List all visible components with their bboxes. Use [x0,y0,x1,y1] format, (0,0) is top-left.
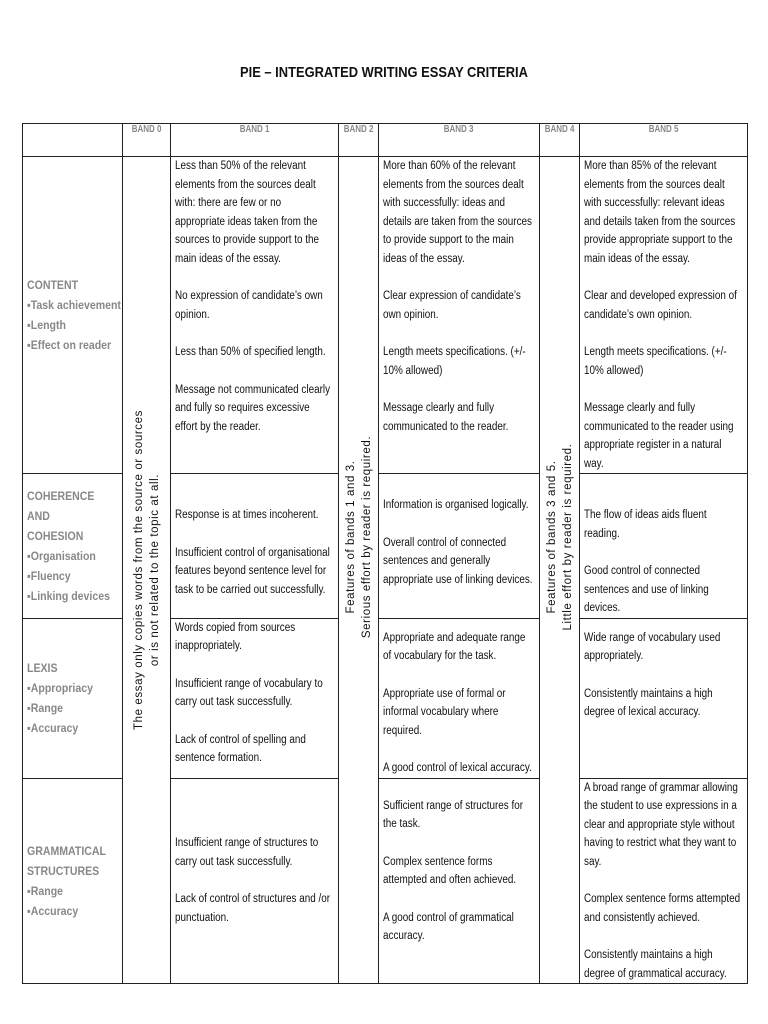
criterion-item: ▪ Linking devices [27,586,111,606]
content-band-1: Less than 50% of the relevant elements from the sources dealt with: there are few or no appropriate ideas taken from the sources to provide support to the main ideas of the essay. No expression of candidate’s own opinion. Less than 50% of specified length. Message not communicated clearly and fully so requires excessive effort by the reader. [171,157,339,474]
header-band-3: BAND 3 [379,124,540,157]
coherence-band-5: The flow of ideas aids fluent reading. Good control of connected sentences and use of linking devices. [580,474,748,619]
grammar-band-1: Insufficient range of structures to carry out task successfully. Lack of control of structures and /or punctuation. [171,778,339,984]
band-4-note: Features of bands 3 and 5. Little effort by reader is required. [545,443,574,631]
criterion-item: ▪ Task achievement [27,295,111,315]
band-0-note: The essay only copies words from the source or sources or is not related to the topic at all. [132,409,161,731]
criterion-item: ▪ Range [27,698,111,718]
header-row [23,124,748,157]
lexis-band-5: Wide range of vocabulary used appropriately. Consistently maintains a high degree of lexical accuracy. [580,618,748,778]
criterion-item: ▪ Organisation [27,546,111,566]
band-0-cell [123,157,171,984]
header-band-2: BAND 2 [339,124,379,157]
page-title: PIE – INTEGRATED WRITING ESSAY CRITERIA [240,64,528,81]
criterion-item: ▪ Range [27,881,111,901]
category-coherence: COHERENCE AND COHESION ▪ Organisation ▪ Fluency ▪ Linking devices [23,474,123,619]
criterion-item: ▪ Accuracy [27,718,111,738]
coherence-band-1: Response is at times incoherent. Insufficient control of organisational features beyond sentence level for task to be carried out successfully. [171,474,339,619]
criteria-table [22,123,748,984]
grammar-band-5: A broad range of grammar allowing the student to use expressions in a clear and appropriate style without having to restrict what they want to say. Complex sentence forms attempted and consistently achieved. Consistently maintains a high degree of grammatical accuracy. [580,778,748,984]
band-2-note: Features of bands 1 and 3. Serious effort by reader is required. [344,435,373,639]
criterion-item: ▪ Appropriacy [27,678,111,698]
header-band-5: BAND 5 [580,124,748,157]
band-2-cell [339,157,379,984]
category-content: CONTENT ▪ Task achievement ▪ Length ▪ Effect on reader [23,157,123,474]
header-blank [23,124,123,157]
header-band-0: BAND 0 [123,124,171,157]
category-grammar: GRAMMATICAL STRUCTURES ▪ Range ▪ Accuracy [23,778,123,984]
criterion-item: ▪ Effect on reader [27,335,111,355]
criterion-item: ▪ Fluency [27,566,111,586]
band-4-cell [540,157,580,984]
lexis-band-3: Appropriate and adequate range of vocabulary for the task. Appropriate use of formal or informal vocabulary where required. A good control of lexical accuracy. [379,618,540,778]
content-band-5: More than 85% of the relevant elements from the sources dealt with successfully: relevant ideas and details taken from the sources provide appropriate support to the main ideas of the essay. Clear and developed expression of candidate’s own opinion. Length meets specifications. (+/- 10% allowed) Message clearly and fully communicated to the reader using appropriate register in a natural way. [580,157,748,474]
content-band-3: More than 60% of the relevant elements from the sources dealt with successfully: ideas and details are taken from the sources to provide support to the main ideas of the essay. Clear expression of candidate’s own opinion. Length meets specifications. (+/- 10% allowed) Message clearly and fully communicated to the reader. [379,157,540,474]
header-band-4: BAND 4 [540,124,580,157]
coherence-band-3: Information is organised logically. Overall control of connected sentences and generally appropriate use of linking devices. [379,474,540,619]
criterion-item: ▪ Length [27,315,111,335]
category-lexis: LEXIS ▪ Appropriacy ▪ Range ▪ Accuracy [23,618,123,778]
criterion-item: ▪ Accuracy [27,901,111,921]
header-band-1: BAND 1 [171,124,339,157]
grammar-band-3: Sufficient range of structures for the task. Complex sentence forms attempted and often achieved. A good control of grammatical accuracy. [379,778,540,984]
row-content [23,157,748,474]
lexis-band-1: Words copied from sources inappropriately. Insufficient range of vocabulary to carry out task successfully. Lack of control of spelling and sentence formation. [171,618,339,778]
